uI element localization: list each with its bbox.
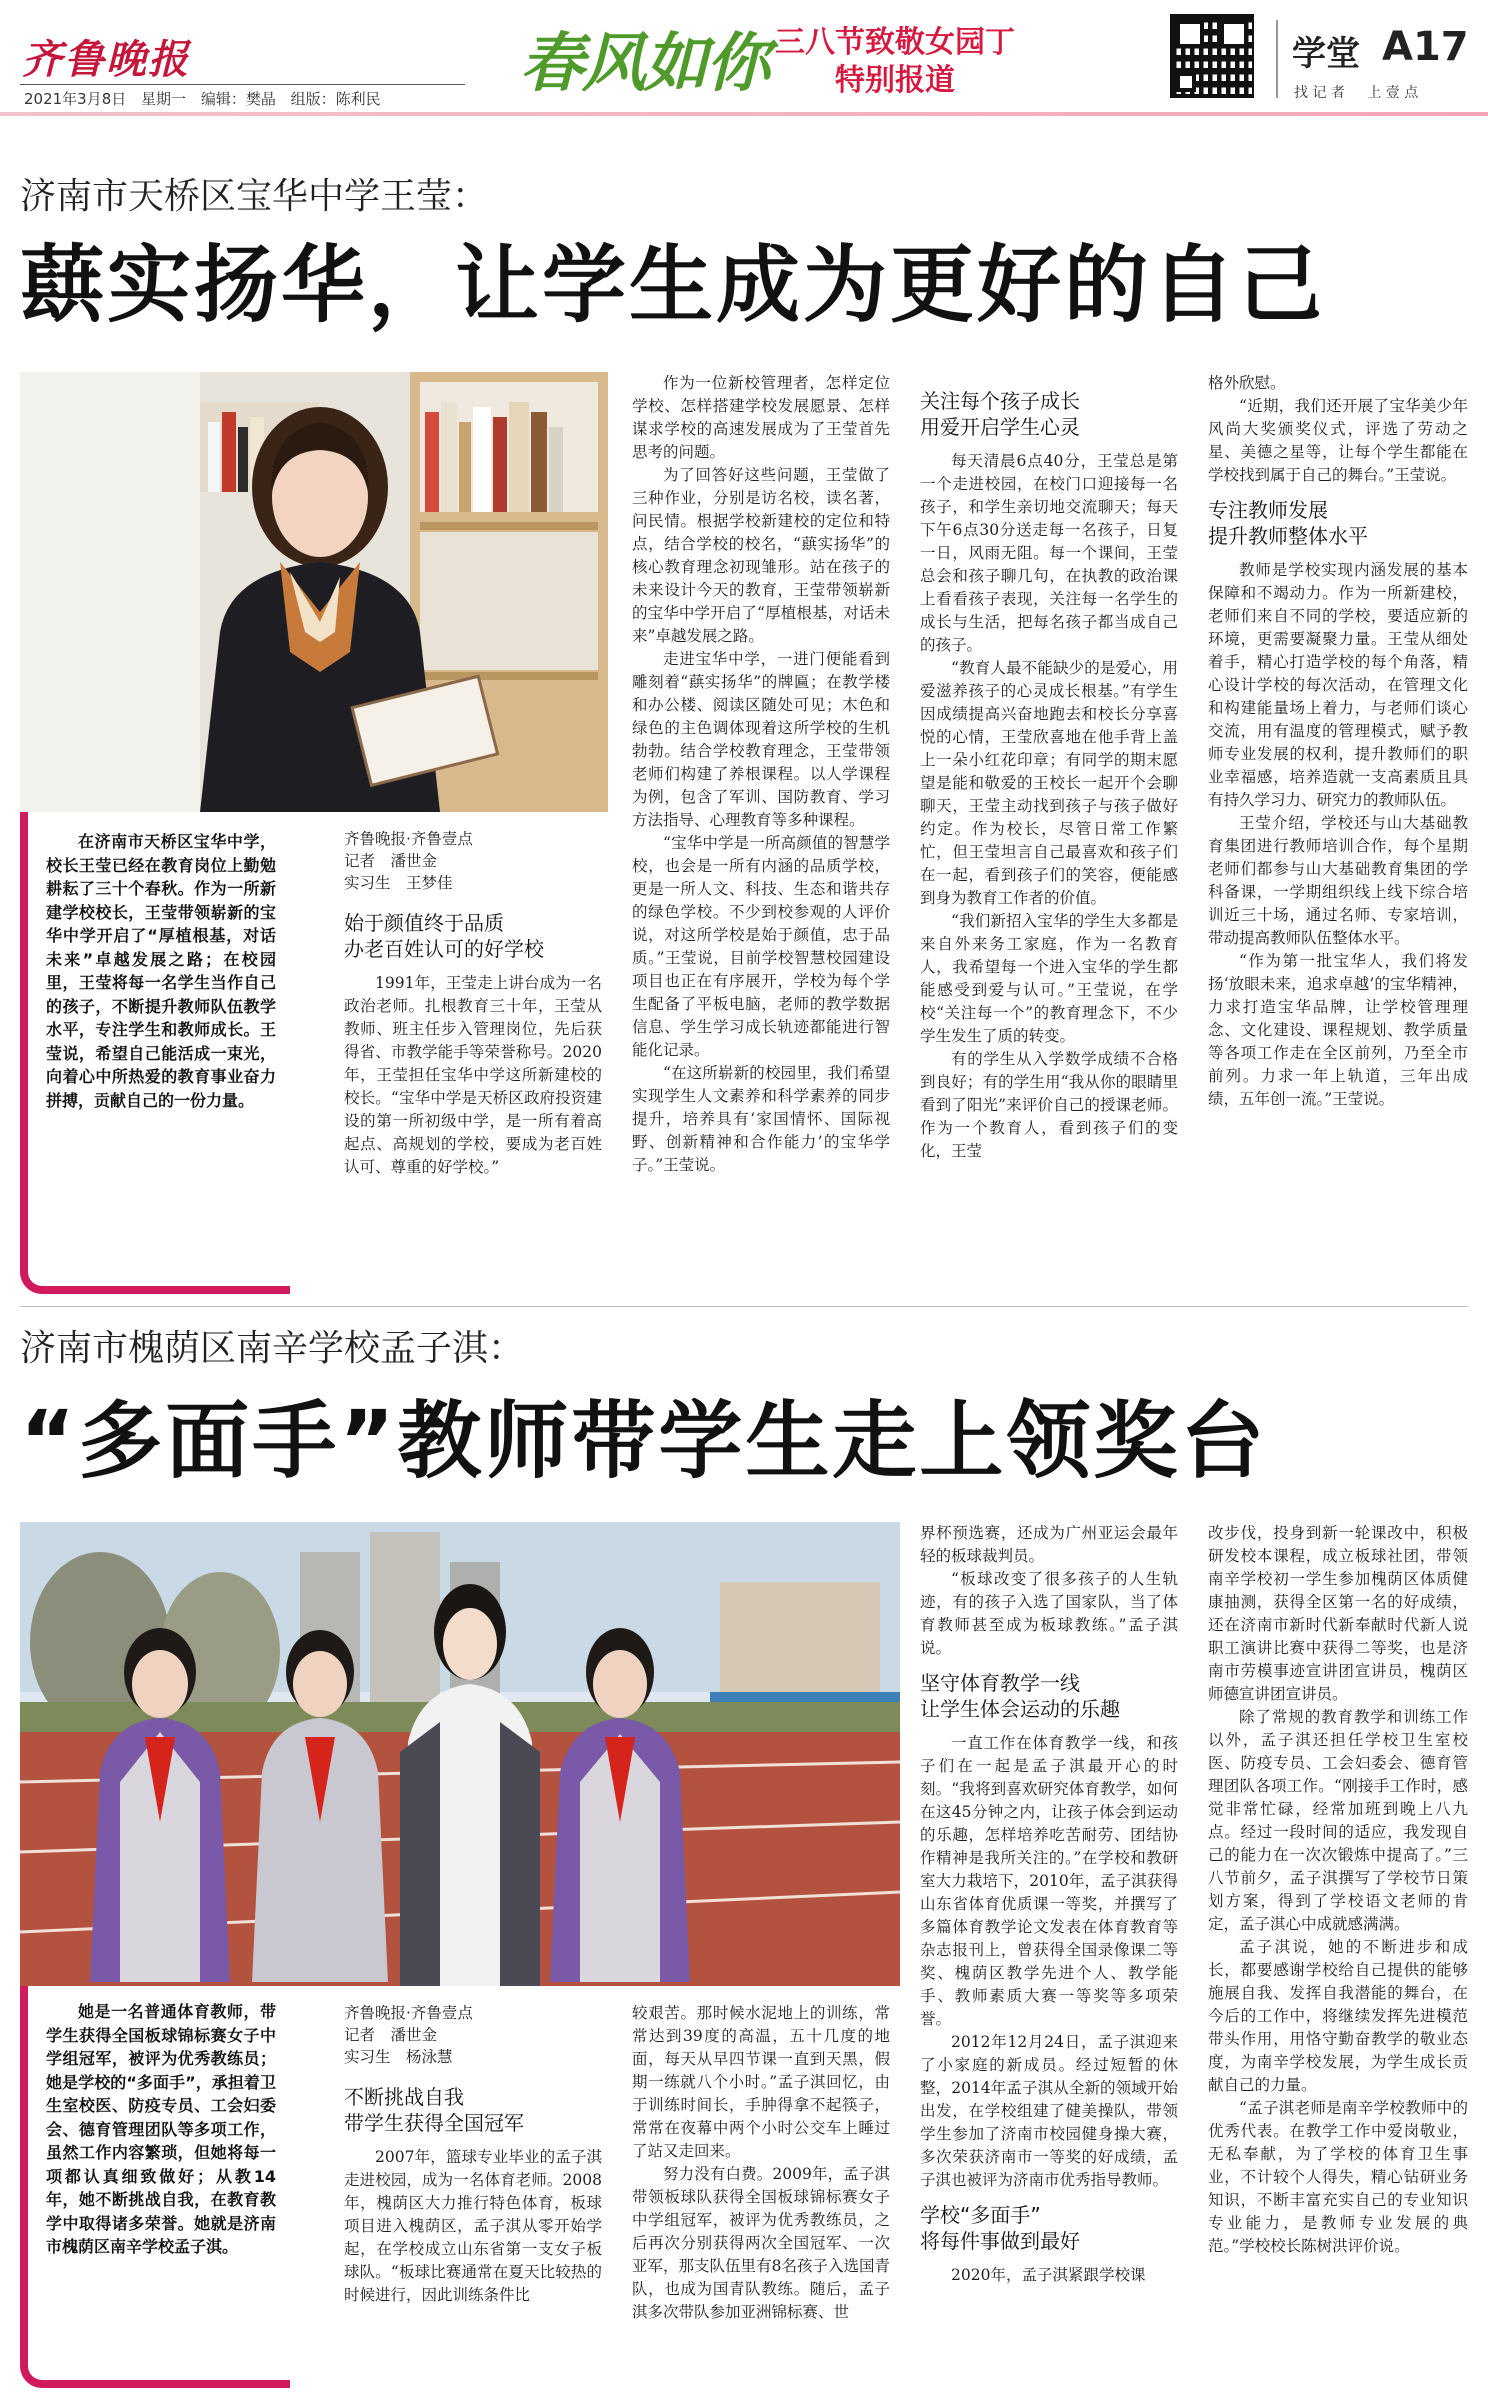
section-divider	[1276, 20, 1278, 98]
article2-column-4	[1208, 1522, 1468, 2388]
byline-reporter: 记者 潘世金	[344, 2026, 438, 2044]
article1-kicker: 济南市天桥区宝华中学王莹：	[20, 176, 489, 217]
article2-column-2	[632, 2002, 890, 2388]
article1-column-1	[344, 828, 602, 1264]
article2-photo	[20, 1522, 900, 1986]
page-number: A17	[1382, 24, 1469, 70]
byline-outlet: 齐鲁晚报·齐鲁壹点	[344, 830, 473, 848]
credit-left: 找 记 者	[1294, 85, 1345, 101]
article2-paragraph: 除了常规的教育教学和训练工作以外，孟子淇还担任学校卫生室校医、防疫专员、工会妇委会、德育管理团队各项工作。“刚接手工作时，感觉非常忙碌，经常加班到晚上八九点。经过一段时间的适应，我发现自己的能力在一次次锻炼中提高了。”三八节前夕，孟子淇撰写了学校节日策划方案，得到了学校语文老师的肯定，孟子淇心中成就感满满。	[1208, 1708, 1468, 1933]
credit-right: 上 壹 点	[1367, 85, 1419, 101]
banner-title: 春风如你	[520, 26, 768, 101]
qr-code-icon[interactable]	[1170, 14, 1254, 98]
article1-paragraph: 1991年，王莹走上讲台成为一名政治老师。扎根教育三十年，王莹从教师、班主任步入管理岗位，先后获得省、市教学能手等荣誉称号。2020年，王莹担任宝华中学这所新建校的校长。“宝华中学是天桥区政府投资建设的第一所初级中学，是一所有着高起点、高规划的学校，要成为老百姓认可、尊重的好学校。”	[344, 974, 602, 1176]
article1-paragraph: “教育人最不能缺少的是爱心，用爱滋养孩子的心灵成长根基。”有学生因成绩提高兴奋地跑去和校长分享喜悦的心情，王莹欣喜地在他手背上盖上一朵小红花印章；有同学的期末愿望是能和敬爱的王校长一起开个会聊聊天，王莹主动找到孩子与孩子做好约定。作为校长，尽管日常工作繁忙，但王莹坦言自己最喜欢和孩子们在一起，看到孩子们的笑容，便能感到身为教育工作者的价值。	[920, 659, 1178, 907]
article2-headline: “多面手”教师带学生走上领奖台	[20, 1392, 1268, 1490]
byline-reporter: 记者 潘世金	[344, 852, 438, 870]
article2-byline	[344, 2002, 602, 2068]
article2-paragraph: 努力没有白费。2009年，孟子淇带领板球队获得全国板球锦标赛女子中学组冠军，被评为优秀教练员，之后再次分别获得两次全国冠军、一次亚军，那支队伍里有8名孩子入选国青队，也成为国青队教练。随后，孟子淇多次带队参加亚洲锦标赛、世	[632, 2165, 890, 2321]
issue-info	[24, 88, 391, 109]
article1-headline: 蕻实扬华，让学生成为更好的自己	[20, 236, 1326, 334]
article1-paragraph: 作为一位新校管理者，怎样定位学校、怎样搭建学校发展愿景、怎样谋求学校的高速发展成为了王莹首先思考的问题。	[632, 374, 890, 461]
article1-paragraph: “宝华中学是一所高颜值的智慧学校，也会是一所有内涵的品质学校，更是一所人文、科技、生态和谐共存的绿色学校。不少到校参观的人评价说，对这所学校是始于颜值，忠于品质。”王莹说，目前学校智慧校园建设项目也正在有序展开，学校为每个学生配备了平板电脑，老师的教学数据信息、学生学习成长轨迹都能进行智能化记录。	[632, 834, 890, 1059]
article1-paragraph: “我们新招入宝华的学生大多都是来自外来务工家庭，作为一名教育人，我希望每一个进入宝华的学生都能感受到爱与认可。”王莹说，在学校“关注每一个”的教育理念下，不少学生发生了质的转变。	[920, 912, 1178, 1045]
article2-column-3	[920, 1522, 1178, 2388]
article2-paragraph: 改步伐，投身到新一轮课改中，积极研发校本课程，成立板球社团，带领南辛学校初一学生参加槐荫区体质健康抽测，获得全区第一名的好成绩，还在济南市新时代新奉献时代新人说职工演讲比赛中获得二等奖，也是济南市劳模事迹宣讲团宣讲员，槐荫区师德宣讲团宣讲员。	[1208, 1524, 1468, 1703]
masthead-rule	[0, 112, 1488, 116]
article2-subhead-1: 不断挑战自我 带学生获得全国冠军	[344, 2085, 524, 2135]
article2-paragraph: 2007年，篮球专业毕业的孟子淇走进校园，成为一名体育老师。2008年，槐荫区大力推行特色体育，板球项目进入槐荫区，孟子淇从零开始学起，在学校成立山东省第一支女子板球队。“板球比赛通常在夏天比较热的时候进行，因此训练条件比	[344, 2148, 602, 2304]
editor-name: 编辑：樊晶	[200, 90, 276, 108]
byline-intern: 实习生 王梦佳	[344, 874, 453, 892]
masthead-divider	[20, 84, 465, 85]
byline-outlet: 齐鲁晚报·齐鲁壹点	[344, 2004, 473, 2022]
article1-subhead-1: 始于颜值终于品质 办老百姓认可的好学校	[344, 911, 544, 961]
article1-photo	[20, 372, 608, 812]
article1-byline	[344, 828, 602, 894]
article1-paragraph: “近期，我们还开展了宝华美少年风尚大奖颁奖仪式，评选了劳动之星、美德之星等，让每个学生都能在学校找到属于自己的舞台。”王莹说。	[1208, 397, 1468, 484]
banner-subtitle-line2: 特别报道	[835, 63, 955, 98]
article1-column-2	[632, 372, 890, 1264]
banner-subtitle-line1: 三八节致敬女园丁	[775, 25, 1015, 60]
issue-weekday: 星期一	[141, 90, 187, 108]
article1-subhead-3: 专注教师发展 提升教师整体水平	[1208, 498, 1368, 548]
article2-paragraph: 一直工作在体育教学一线，和孩子们在一起是孟子淇最开心的时刻。“我将到喜欢研究体育教学，如何在这45分钟之内，让孩子体会到运动的乐趣，怎样培养吃苦耐劳、团结协作精神是我所关注的。”在学校和教研室大力栽培下，2010年，孟子淇获得山东省体育优质课一等奖，并撰写了多篇体育教学论文发表在体育教育等杂志报刊上，曾获得全国录像课二等奖、槐荫区教学先进个人、教学能手、教师素质大赛一等奖等多项荣誉。	[920, 1734, 1178, 2028]
article2-subhead-3: 学校“多面手” 将每件事做到最好	[920, 2203, 1080, 2253]
article2-paragraph: 2012年12月24日，孟子淇迎来了小家庭的新成员。经过短暂的休整，2014年孟子淇从全新的领域开始出发，在学校组建了健美操队，带领学生参加了济南市校园健身操大赛，多次荣获济南市一等奖的好成绩，孟子淇也被评为济南市优秀指导教师。	[920, 2033, 1178, 2189]
article1-intro-box	[20, 812, 290, 1294]
banner-subtitle	[760, 24, 1030, 100]
article2-paragraph: 孟子淇说，她的不断进步和成长，都要感谢学校给自己提供的能够施展自我、发挥自我潜能的舞台，在今后的工作中，将继续发挥先进模范带头作用，用恪守勤奋教学的敬业态度，为南辛学校发展，为学生成长贡献自己的力量。	[1208, 1938, 1468, 2094]
article-divider	[20, 1306, 1468, 1307]
article1-paragraph: 为了回答好这些问题，王莹做了三种作业，分别是访名校，读名著，问民情。根据学校新建校的定位和特点，结合学校的校名，“蕻实扬华”的核心教育理念初现雏形。站在孩子的未来设计今天的教育，王莹带领崭新的宝华中学开启了“厚植根基，对话未来”卓越发展之路。	[632, 466, 890, 645]
article2-column-1	[344, 2002, 602, 2388]
article1-paragraph: 有的学生从入学数学成绩不合格到良好；有的学生用“我从你的眼睛里看到了阳光”来评价自己的授课老师。作为一个教育人，看到孩子们的变化，王莹	[920, 1050, 1178, 1160]
article1-column-4	[1208, 372, 1468, 1264]
article1-intro: 在济南市天桥区宝华中学，校长王莹已经在教育岗位上勤勉耕耘了三十个春秋。作为一所新建学校校长，王莹带领崭新的宝华中学开启了“厚植根基，对话未来”卓越发展之路；在校园里，王莹将每一名学生当作自己的孩子，不断提升教师队伍教学水平，专注学生和教师成长。王莹说，希望自己能活成一束光，向着心中所热爱的教育事业奋力拼搏，贡献自己的一份力量。	[46, 832, 276, 1110]
article2-paragraph: 界杯预选赛，还成为广州亚运会最年轻的板球裁判员。	[920, 1524, 1178, 1565]
article1-paragraph: “作为第一批宝华人，我们将发扬‘放眼未来，追求卓越’的宝华精神，力求打造宝华品牌，让学校管理理念、文化建设、课程规划、教学质量等各项工作走在全区前列，乃至全市前列。力求一年上轨道，三年出成绩，五年创一流。”王莹说。	[1208, 952, 1468, 1108]
article2-paragraph: 较艰苦。那时候水泥地上的训练，常常达到39度的高温，五十几度的地面，每天从早四节课一直到天黑，假期一练就八个小时。”孟子淇回忆，由于训练时间长，手肿得拿不起筷子，常常在夜幕中两个小时公交车上睡过了站又走回来。	[632, 2004, 890, 2160]
newspaper-logo: 齐鲁晚报	[22, 36, 190, 83]
app-credit	[1294, 82, 1436, 102]
article1-paragraph: “在这所崭新的校园里，我们希望实现学生人文素养和科学素养的同步提升，培养具有‘家国情怀、国际视野、创新精神和合作能力’的宝华学子。”王莹说。	[632, 1064, 890, 1174]
layout-name: 组版：陈利民	[290, 90, 381, 108]
article1-column-3	[920, 372, 1178, 1264]
article1-paragraph: 王莹介绍，学校还与山大基础教育集团进行教师培训合作，每个星期老师们都参与山大基础教育集团的学科备课，一学期组织线上线下综合培训近三十场，通过名师、专家培训，带动提高教师队伍整体水平。	[1208, 814, 1468, 947]
article1-paragraph: 走进宝华中学，一进门便能看到雕刻着“蕻实扬华”的牌匾；在教学楼和办公楼、阅读区随处可见；木色和绿色的主色调体现着这所学校的生机勃勃。结合学校教育理念，王莹带领老师们构建了养根课程。以人学课程为例，包含了军训、国防教育、学习方法指导、心理教育等多种课程。	[632, 650, 890, 829]
article2-paragraph: “孟子淇老师是南辛学校教师中的优秀代表。在教学工作中爱岗敬业，无私奉献，为了学校的体育卫生事业，不计较个人得失，精心钻研业务知识，不断丰富充实自己的专业知识专业能力，是教师专业发展的典范。”学校校长陈树洪评价说。	[1208, 2099, 1468, 2255]
article1-subhead-2: 关注每个孩子成长 用爱开启学生心灵	[920, 389, 1080, 439]
masthead	[0, 0, 1488, 112]
article1-paragraph: 格外欣慰。	[1208, 374, 1286, 392]
section-name: 学堂	[1292, 34, 1360, 74]
article1-paragraph: 每天清晨6点40分，王莹总是第一个走进校园，在校门口迎接每一名孩子，和学生亲切地交流聊天；每天下午6点30分送走每一名孩子，日复一日，风雨无阻。每一个课间，王莹总会和孩子聊几句，在执教的政治课上看看孩子表现，关注每一名学生的成长与生活，把每名孩子都当成自己的孩子。	[920, 452, 1178, 654]
article2-paragraph: “板球改变了很多孩子的人生轨迹，有的孩子入选了国家队，当了体育教师甚至成为板球教练。”孟子淇说。	[920, 1570, 1178, 1657]
article2-intro-box	[20, 1986, 290, 2388]
article2-paragraph: 2020年，孟子淇紧跟学校课	[951, 2266, 1146, 2284]
article2-kicker: 济南市槐荫区南辛学校孟子淇：	[20, 1328, 525, 1369]
byline-intern: 实习生 杨泳慧	[344, 2048, 453, 2066]
article2-intro: 她是一名普通体育教师，带学生获得全国板球锦标赛女子中学组冠军，被评为优秀教练员；她是学校的“多面手”，承担着卫生室校医、防疫专员、工会妇委会、德育管理团队等多项工作，虽然工作内容繁琐，但她将每一项都认真细致做好；从教14年，她不断挑战自我，在教育教学中取得诸多荣誉。她就是济南市槐荫区南辛学校孟子淇。	[46, 2002, 276, 2256]
article2-subhead-2: 坚守体育教学一线 让学生体会运动的乐趣	[920, 1671, 1120, 1721]
article1-paragraph: 教师是学校实现内涵发展的基本保障和不竭动力。作为一所新建校，老师们来自不同的学校，要适应新的环境，更需要凝聚力量。王莹从细处着手，精心打造学校的每个角落，精心设计学校的每次活动，在管理文化和构建能量场上着力，与老师们谈心交流，用有温度的管理模式，赋予教师专业发展的权利，提升教师们的职业幸福感，培养造就一支高素质且具有持久学习力、研究力的教师队伍。	[1208, 561, 1468, 809]
issue-date: 2021年3月8日	[24, 90, 127, 108]
